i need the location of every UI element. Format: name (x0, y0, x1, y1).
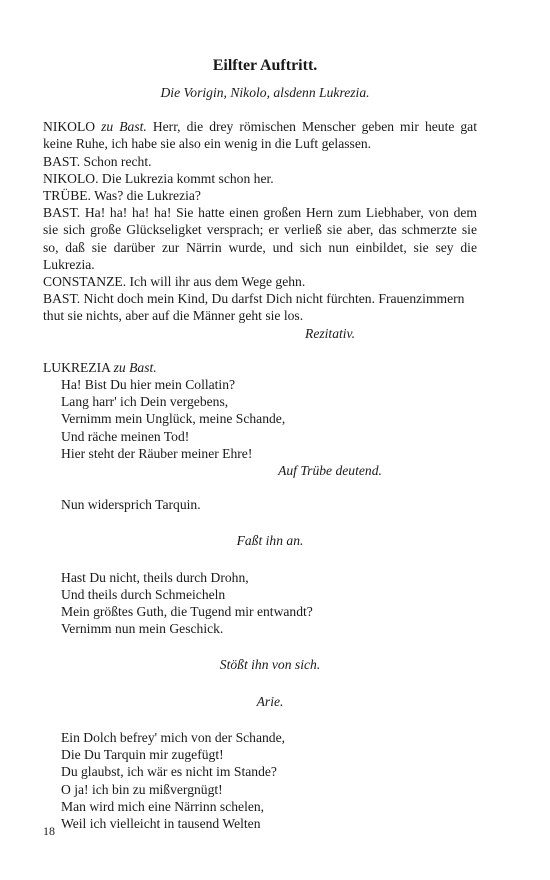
speech-text: Ha! ha! ha! ha! Sie hatte einen großen Hern zum Liebhaber, von dem sie sich große Glückseligket versprach; er verließ sie aber, das schmerzte sie so, daß sie darüber zur Närrin wurde, und sich nun einbildet, sie sey die Lukrezia. (43, 205, 477, 272)
speaker-name: LUKREZIA (43, 359, 111, 375)
speaker-name: BAST. (43, 291, 81, 307)
speaker-name: NIKOLO. (43, 170, 99, 186)
verse-line: O ja! ich bin zu mißvergnügt! (61, 781, 223, 797)
speech-text: Die Lukrezia kommt schon her. (101, 170, 274, 186)
verse-line: Nun widersprich Tarquin. (61, 497, 201, 513)
speaker-name: TRÜBE. (43, 188, 91, 204)
stage-direction: Faßt ihn an. (236, 533, 304, 549)
verse-line: Lang harr' ich Dein vergebens, (61, 394, 229, 410)
speech-text: Was? die Lukrezia? (94, 188, 201, 204)
verse-line: Mein größtes Guth, die Tugend mir entwandt? (61, 604, 313, 620)
stage-direction: zu Bast. (113, 359, 157, 375)
speech-text: Ich will ihr aus dem Wege gehn. (129, 274, 306, 290)
dialogue-line (43, 153, 477, 170)
page-body (43, 56, 477, 832)
section-label-rezitativ: Rezitativ. (305, 325, 355, 341)
stage-direction: Auf Trübe deutend. (278, 463, 382, 479)
verse-line: Du glaubst, ich wär es nicht im Stande? (61, 764, 277, 780)
dialogue-line (43, 273, 477, 290)
scene-cast: Die Vorigin, Nikolo, alsdenn Lukrezia. (160, 85, 370, 100)
speech-text: Schon recht. (83, 153, 152, 169)
speaker-name: NIKOLO (43, 119, 96, 135)
verse-line: Man wird mich eine Närrinn schelen, (61, 798, 265, 814)
verse-line: Hast Du nicht, theils durch Drohn, (61, 569, 249, 585)
speaker-name: BAST. (43, 205, 81, 221)
speaker-name: CONSTANZE. (43, 274, 127, 290)
scene-title: Eilfter Auftritt. (212, 57, 318, 74)
verse-line: Ha! Bist Du hier mein Collatin? (61, 377, 236, 393)
dialogue-line (43, 170, 477, 187)
stage-direction: Stößt ihn von sich. (219, 657, 321, 673)
verse-line: Vernimm nun mein Geschick. (61, 621, 224, 637)
dialogue-line (43, 118, 477, 152)
dialogue-line (43, 204, 477, 273)
speech-text: Nicht doch mein Kind, Du darfst Dich nicht fürchten. Frauenzimmern thut sie nichts, aber auf die Männer geht sie los. (43, 291, 465, 324)
verse-line: Vernimm mein Unglück, meine Schande, (61, 411, 286, 427)
verse-line: Die Du Tarquin mir zugefügt! (61, 747, 224, 763)
verse-line: Ein Dolch befrey' mich von der Schande, (61, 729, 286, 745)
speaker-heading (43, 359, 477, 376)
dialogue-line (43, 187, 477, 204)
verse-line: Hier steht der Räuber meiner Ehre! (61, 445, 253, 461)
page-number: 18 (43, 824, 55, 838)
section-label-arie: Arie. (256, 693, 284, 709)
verse-line: Weil ich vielleicht in tausend Welten (61, 815, 261, 831)
verse-line: Und räche meinen Tod! (61, 428, 190, 444)
dialogue-line (43, 290, 477, 324)
speaker-name: BAST. (43, 153, 81, 169)
stage-direction: zu Bast. (101, 119, 147, 135)
speech-text: Herr, die drey römischen Menscher geben mir heute gat keine Ruhe, ich habe sie also ein wenig in die Luft gelassen. (43, 119, 477, 152)
verse-line: Und theils durch Schmeicheln (61, 586, 226, 602)
